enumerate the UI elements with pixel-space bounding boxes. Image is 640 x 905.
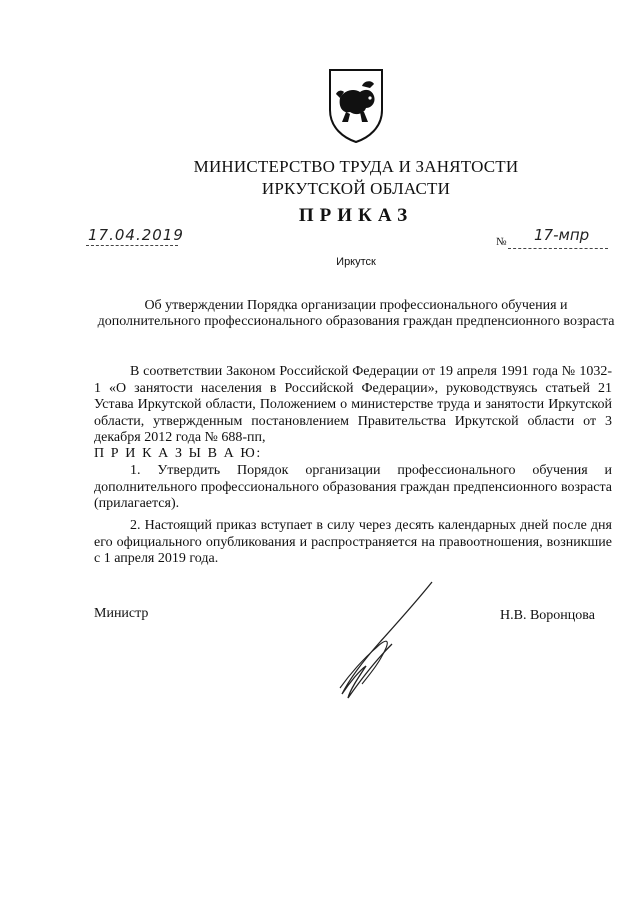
- document-title: ПРИКАЗ: [298, 205, 414, 226]
- document-city: Иркутск: [336, 256, 376, 268]
- document-subject: Об утверждении Порядка организации профессионального обучения и дополнительного профессионального образования граждан предпенсионного возраста: [97, 298, 615, 329]
- date-underline: [86, 245, 178, 246]
- signatory-role: Министр: [94, 606, 149, 621]
- document-date: 17.04.2019: [88, 226, 184, 244]
- number-label: №: [496, 236, 507, 248]
- number-underline: [508, 248, 608, 249]
- signatory-name: Н.В. Воронцова: [500, 608, 595, 623]
- coat-of-arms-icon: [326, 68, 386, 144]
- order-item-2: 2. Настоящий приказ вступает в силу через десять календарных дней после дня его официального опубликования и распространяется на правоотношения, возникшие с 1 апреля 2019 года.: [94, 518, 612, 566]
- order-item-1: 1. Утвердить Порядок организации профессионального обучения и дополнительного профессионального образования граждан предпенсионного возраста (прилагается).: [94, 463, 612, 511]
- preamble-paragraph: В соответствии Законом Российской Федерации от 19 апреля 1991 года № 1032-1 «О занятости населения в Российской Федерации», руководствуясь статьей 21 Устава Иркутской области, Положением о министерстве труда и занятости Иркутской области, утвержденным постановлением Правительства Иркутской области от 3 декабря 2012 года № 688-пп,: [94, 364, 612, 445]
- ministry-name-line2: ИРКУТСКОЙ ОБЛАСТИ: [261, 179, 451, 198]
- orders-heading: П Р И К А З Ы В А Ю:: [94, 446, 262, 461]
- ministry-name-line1: МИНИСТЕРСТВО ТРУДА И ЗАНЯТОСТИ: [193, 157, 519, 176]
- document-number: 17-мпр: [534, 226, 590, 244]
- handwritten-signature-icon: [320, 578, 440, 702]
